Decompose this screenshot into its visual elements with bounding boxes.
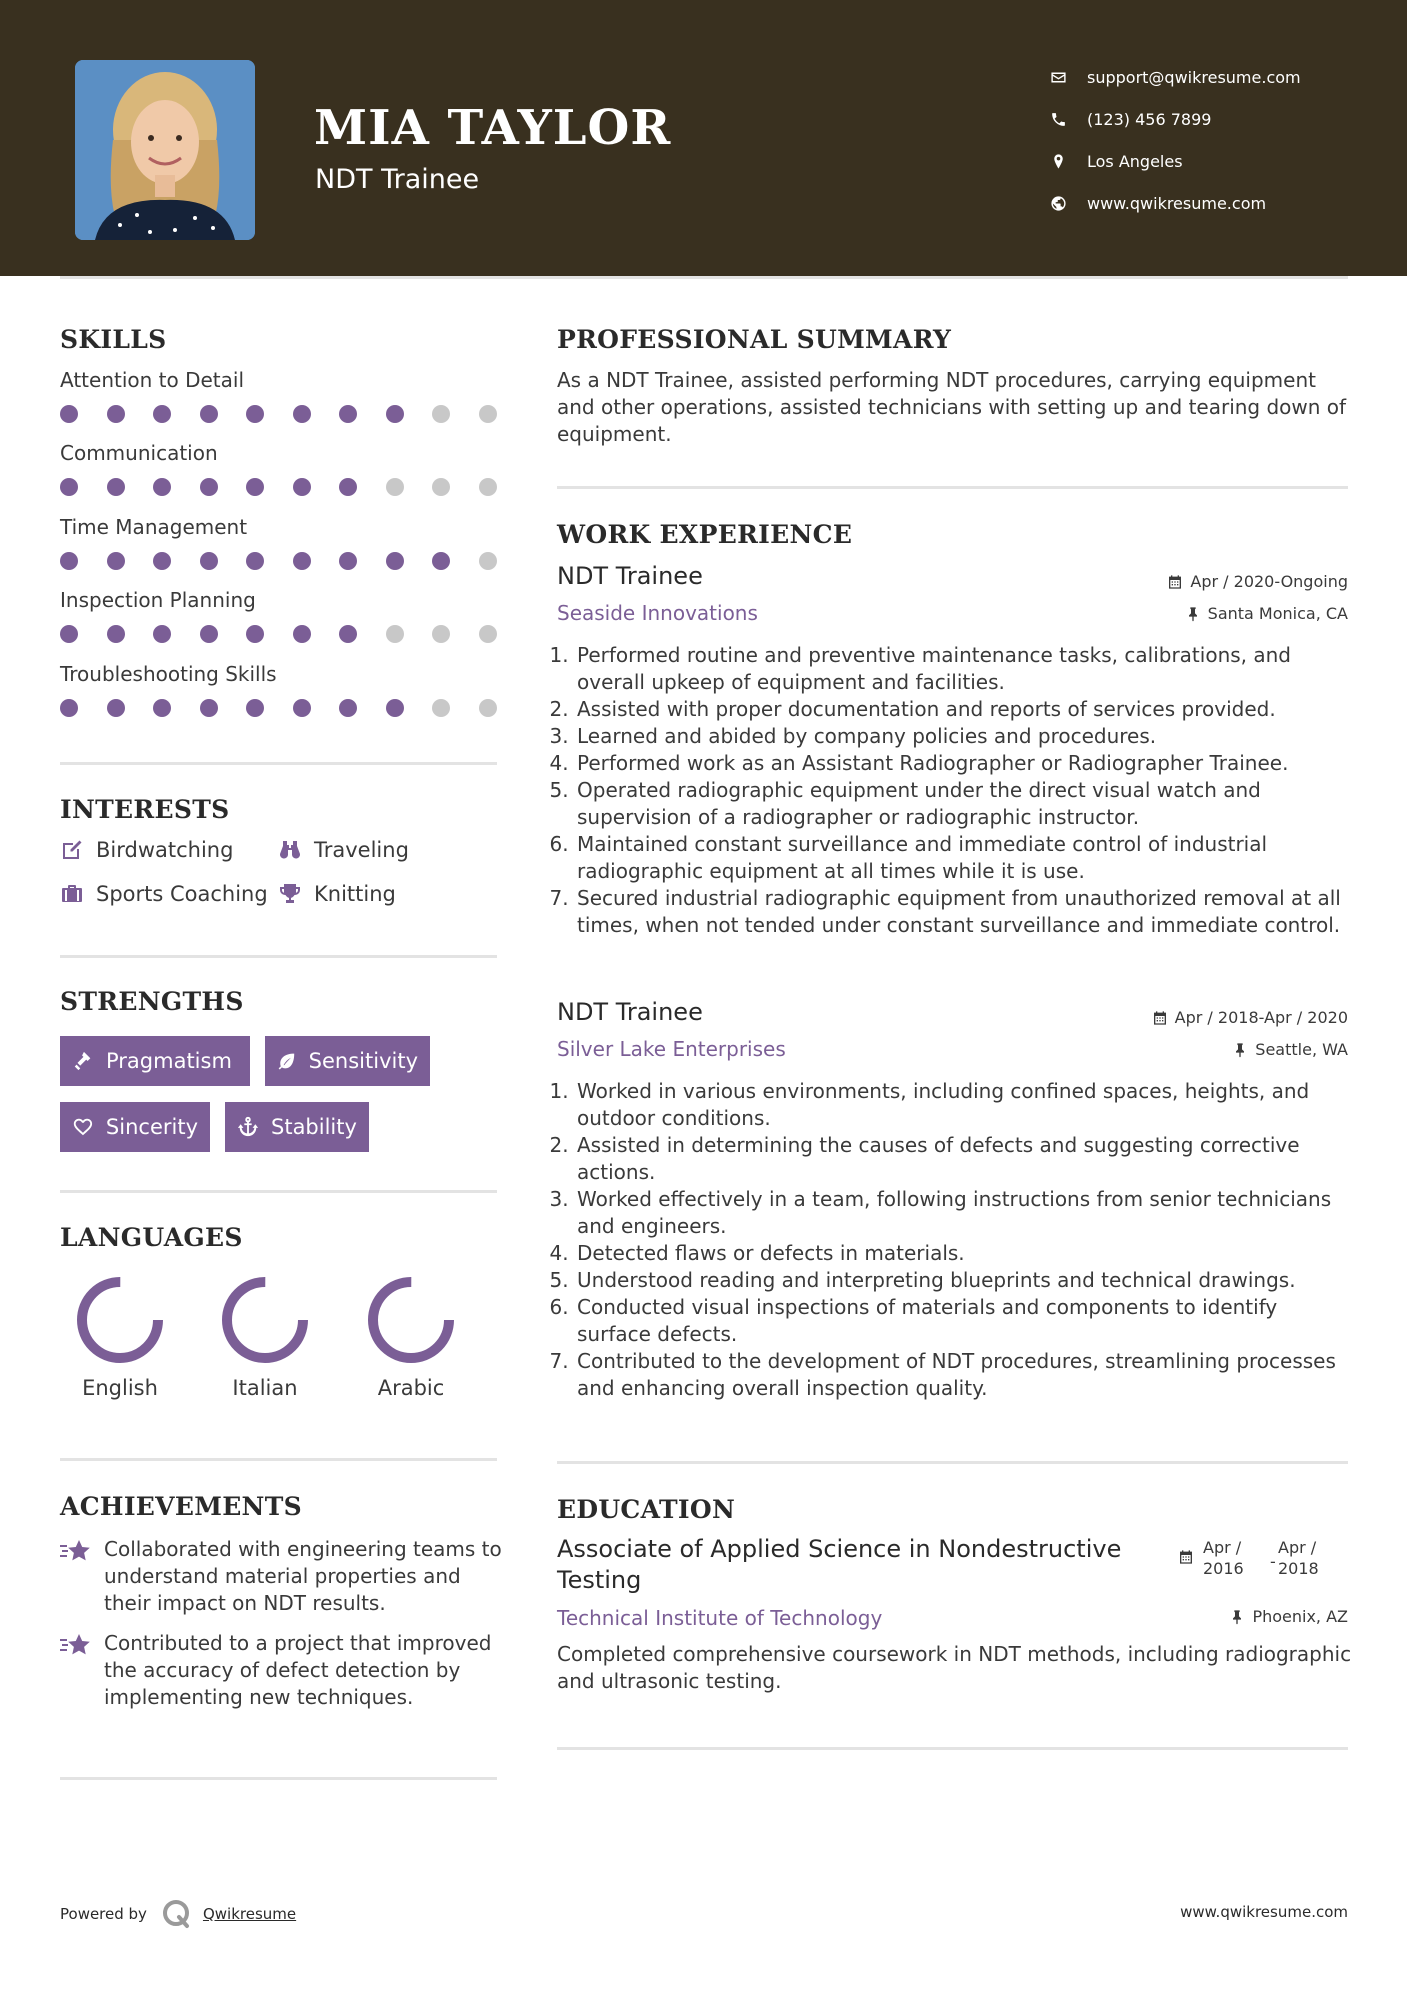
language-level-ring xyxy=(217,1272,313,1368)
header-divider xyxy=(60,276,1348,279)
leaf-icon xyxy=(277,1050,297,1072)
map-pin-icon xyxy=(1050,153,1087,170)
contact-website[interactable] xyxy=(1050,182,1390,224)
phone-icon xyxy=(1050,111,1087,128)
education-location-text: Phoenix, AZ xyxy=(1252,1607,1348,1626)
qwikresume-link[interactable]: Qwikresume xyxy=(202,1905,297,1923)
skill-dot-filled xyxy=(293,552,311,570)
skill-dot-empty xyxy=(432,699,450,717)
qwikresume-logo-icon xyxy=(161,1898,193,1930)
skill-dot-filled xyxy=(246,625,264,643)
company-name: Silver Lake Enterprises xyxy=(557,1037,786,1061)
interest-label: Birdwatching xyxy=(96,838,234,862)
date-year: 2018 xyxy=(1278,1559,1319,1578)
powered-by-text: Powered by xyxy=(60,1905,147,1923)
language-level-ring xyxy=(72,1272,168,1368)
job-title: NDT Trainee xyxy=(557,998,703,1026)
interests-heading: INTERESTS xyxy=(60,795,230,824)
skill-name: Time Management xyxy=(60,515,248,539)
skill-dot-filled xyxy=(200,699,218,717)
education-location xyxy=(1229,1607,1348,1626)
skill-dot-empty xyxy=(479,478,497,496)
section-divider xyxy=(60,1777,497,1780)
job-location xyxy=(1185,604,1348,623)
strength-badge xyxy=(60,1102,210,1152)
skill-dot-filled xyxy=(246,478,264,496)
languages-heading: LANGUAGES xyxy=(60,1223,243,1252)
duty-item: 5. Operated radiographic equipment under the direct visual watch and supervision of a radiographer or radiographic instructor. xyxy=(575,777,1357,831)
date-month: Apr / xyxy=(1203,1538,1242,1557)
skill-dot-filled xyxy=(339,405,357,423)
contact-text: support@qwikresume.com xyxy=(1087,67,1301,87)
duty-item: 3. Worked effectively in a team, following instructions from senior technicians and engineers. xyxy=(575,1186,1357,1240)
summary-heading: PROFESSIONAL SUMMARY xyxy=(557,325,952,354)
interest-item xyxy=(278,838,409,862)
skill-dot-filled xyxy=(293,699,311,717)
skill-dot-filled xyxy=(107,478,125,496)
interest-label: Sports Coaching xyxy=(96,882,268,906)
interest-label: Knitting xyxy=(314,882,396,906)
section-divider xyxy=(60,1458,497,1461)
skill-dot-filled xyxy=(153,552,171,570)
thumbtack-icon xyxy=(1229,1609,1245,1625)
skill-dot-empty xyxy=(479,625,497,643)
job-date-text: Apr / 2018-Apr / 2020 xyxy=(1174,1008,1348,1027)
globe-icon xyxy=(1050,195,1087,212)
achievements-heading: ACHIEVEMENTS xyxy=(60,1492,302,1521)
strength-badge xyxy=(60,1036,250,1086)
binoculars-icon xyxy=(278,838,302,862)
skill-name: Attention to Detail xyxy=(60,368,245,392)
strength-label: Pragmatism xyxy=(106,1049,232,1073)
skill-dot-filled xyxy=(339,625,357,643)
language-item xyxy=(341,1272,481,1400)
heart-icon xyxy=(72,1116,94,1138)
footer-website-link[interactable]: www.qwikresume.com xyxy=(1180,1903,1348,1921)
language-item xyxy=(195,1272,335,1400)
job-title: NDT Trainee xyxy=(557,562,703,590)
interest-item xyxy=(60,882,268,906)
skill-dot-empty xyxy=(386,625,404,643)
skill-dot-filled xyxy=(386,699,404,717)
education-end-date xyxy=(1278,1537,1319,1579)
duty-item: 4. Detected flaws or defects in materials. xyxy=(575,1240,1357,1267)
achievement-item xyxy=(60,1536,505,1617)
job-location xyxy=(1232,1040,1348,1059)
skill-dot-empty xyxy=(432,625,450,643)
section-divider xyxy=(60,762,497,765)
achievement-item xyxy=(60,1630,505,1711)
duty-item: 2. Assisted with proper documentation and reports of services provided. xyxy=(575,696,1357,723)
skill-rating xyxy=(60,478,500,498)
achievement-text: Collaborated with engineering teams to understand material properties and their impact on NDT results. xyxy=(104,1537,502,1615)
job-duties xyxy=(557,1078,1357,1402)
education-date-separator: - xyxy=(1270,1552,1276,1571)
skill-dot-filled xyxy=(60,625,78,643)
profile-photo xyxy=(75,60,255,240)
skill-dot-filled xyxy=(246,699,264,717)
achievement-text: Contributed to a project that improved the accuracy of defect detection by implementing new techniques. xyxy=(104,1631,492,1709)
duty-item: 6. Maintained constant surveillance and immediate control of industrial radiographic equipment at all times while it is use. xyxy=(575,831,1357,885)
star-icon xyxy=(60,1538,92,1566)
job-location-text: Santa Monica, CA xyxy=(1207,604,1348,623)
skill-dot-filled xyxy=(107,699,125,717)
skill-dot-filled xyxy=(386,405,404,423)
candidate-name: MIA TAYLOR xyxy=(314,100,672,156)
skill-dot-filled xyxy=(386,552,404,570)
contact-text: (123) 456 7899 xyxy=(1087,109,1212,129)
strength-label: Stability xyxy=(271,1115,357,1139)
duty-item: 7. Secured industrial radiographic equipment from unauthorized removal at all times, when not tended under constant surveillance and immediate control. xyxy=(575,885,1357,939)
trophy-icon xyxy=(278,882,302,906)
skill-dot-filled xyxy=(432,552,450,570)
skill-dot-filled xyxy=(153,478,171,496)
skill-dot-filled xyxy=(293,405,311,423)
skill-dot-filled xyxy=(246,405,264,423)
skill-dot-filled xyxy=(293,625,311,643)
date-year: 2016 xyxy=(1203,1559,1244,1578)
language-item xyxy=(50,1272,190,1400)
skill-dot-filled xyxy=(60,478,78,496)
duty-item: 1. Worked in various environments, including confined spaces, heights, and outdoor conditions. xyxy=(575,1078,1357,1132)
skill-name: Communication xyxy=(60,441,218,465)
profile-photo-illustration xyxy=(75,60,255,240)
duty-item: 7. Contributed to the development of NDT procedures, streamlining processes and enhancing overall inspection quality. xyxy=(575,1348,1357,1402)
candidate-title: NDT Trainee xyxy=(315,164,480,195)
skill-rating xyxy=(60,699,500,719)
school-name: Technical Institute of Technology xyxy=(557,1606,883,1630)
job-date xyxy=(1167,572,1348,591)
resume-header xyxy=(0,0,1407,276)
skill-dot-filled xyxy=(339,478,357,496)
strength-label: Sincerity xyxy=(105,1115,198,1139)
skill-dot-filled xyxy=(60,552,78,570)
anchor-icon xyxy=(237,1116,259,1138)
contact-text: Los Angeles xyxy=(1087,151,1183,171)
envelope-icon xyxy=(1050,69,1087,86)
duty-item: 6. Conducted visual inspections of materials and components to identify surface defects. xyxy=(575,1294,1357,1348)
skill-dot-filled xyxy=(107,552,125,570)
thumbtack-icon xyxy=(1185,606,1201,622)
education-heading: EDUCATION xyxy=(557,1495,736,1524)
edit-icon xyxy=(60,838,84,862)
skill-dot-empty xyxy=(479,699,497,717)
calendar-icon xyxy=(1178,1549,1194,1565)
star-icon xyxy=(60,1632,92,1660)
education-start-date xyxy=(1178,1537,1244,1579)
job-duties xyxy=(557,642,1357,939)
job-date xyxy=(1152,1008,1348,1027)
strength-label: Sensitivity xyxy=(308,1049,418,1073)
section-divider xyxy=(557,486,1348,489)
duty-item: 1. Performed routine and preventive maintenance tasks, calibrations, and overall upkeep of equipment and facilities. xyxy=(575,642,1357,696)
skill-dot-filled xyxy=(246,552,264,570)
briefcase-icon xyxy=(60,882,84,906)
skill-dot-filled xyxy=(153,625,171,643)
skill-dot-filled xyxy=(200,552,218,570)
duty-item: 2. Assisted in determining the causes of defects and suggesting corrective actions. xyxy=(575,1132,1357,1186)
strength-badge xyxy=(225,1102,369,1152)
skill-dot-filled xyxy=(200,625,218,643)
section-divider xyxy=(557,1461,1348,1464)
section-divider xyxy=(60,955,497,958)
experience-heading: WORK EXPERIENCE xyxy=(557,520,853,549)
gavel-icon xyxy=(72,1050,94,1072)
skill-dot-filled xyxy=(107,625,125,643)
language-level-ring xyxy=(363,1272,459,1368)
language-label: Arabic xyxy=(377,1376,445,1400)
skill-rating xyxy=(60,625,500,645)
duty-item: 4. Performed work as an Assistant Radiographer or Radiographer Trainee. xyxy=(575,750,1357,777)
skills-heading: SKILLS xyxy=(60,325,167,354)
duty-item: 5. Understood reading and interpreting blueprints and technical drawings. xyxy=(575,1267,1357,1294)
skill-rating xyxy=(60,552,500,572)
job-date-text: Apr / 2020-Ongoing xyxy=(1190,572,1348,591)
language-label: English xyxy=(82,1376,158,1400)
calendar-icon xyxy=(1167,574,1183,590)
contact-list xyxy=(1050,56,1390,224)
skill-dot-filled xyxy=(153,699,171,717)
skill-dot-empty xyxy=(432,478,450,496)
degree-title: Associate of Applied Science in Nondestructive Testing xyxy=(557,1535,1122,1594)
skill-dot-filled xyxy=(200,405,218,423)
thumbtack-icon xyxy=(1232,1042,1248,1058)
education-description: Completed comprehensive coursework in NDT methods, including radiographic and ultrasonic testing. xyxy=(557,1642,1352,1693)
skill-rating xyxy=(60,405,500,425)
contact-text: www.qwikresume.com xyxy=(1087,193,1267,213)
skill-dot-empty xyxy=(479,552,497,570)
interest-item xyxy=(60,838,233,862)
strengths-heading: STRENGTHS xyxy=(60,987,244,1016)
contact-email[interactable] xyxy=(1050,56,1390,98)
calendar-icon xyxy=(1152,1010,1168,1026)
skill-dot-filled xyxy=(60,699,78,717)
skill-dot-filled xyxy=(107,405,125,423)
skill-name: Troubleshooting Skills xyxy=(60,662,277,686)
skill-name: Inspection Planning xyxy=(60,588,256,612)
skill-dot-filled xyxy=(60,405,78,423)
section-divider xyxy=(60,1190,497,1193)
footer-powered-by xyxy=(60,1898,296,1930)
skill-dot-filled xyxy=(339,552,357,570)
skill-dot-empty xyxy=(432,405,450,423)
skill-dot-filled xyxy=(153,405,171,423)
interest-label: Traveling xyxy=(314,838,409,862)
skill-dot-empty xyxy=(386,478,404,496)
summary-text: As a NDT Trainee, assisted performing NDT procedures, carrying equipment and other operations, assisted technicians with setting up and tearing down of equipment. xyxy=(557,368,1347,446)
job-location-text: Seattle, WA xyxy=(1255,1040,1348,1059)
strength-badge xyxy=(265,1036,430,1086)
skill-dot-filled xyxy=(200,478,218,496)
skill-dot-filled xyxy=(293,478,311,496)
contact-phone[interactable] xyxy=(1050,98,1390,140)
duty-item: 3. Learned and abided by company policies and procedures. xyxy=(575,723,1357,750)
contact-location xyxy=(1050,140,1390,182)
language-label: Italian xyxy=(232,1376,298,1400)
skill-dot-filled xyxy=(339,699,357,717)
date-month: Apr / xyxy=(1278,1538,1317,1557)
section-divider xyxy=(557,1747,1348,1750)
interest-item xyxy=(278,882,396,906)
company-name: Seaside Innovations xyxy=(557,601,758,625)
skill-dot-empty xyxy=(479,405,497,423)
